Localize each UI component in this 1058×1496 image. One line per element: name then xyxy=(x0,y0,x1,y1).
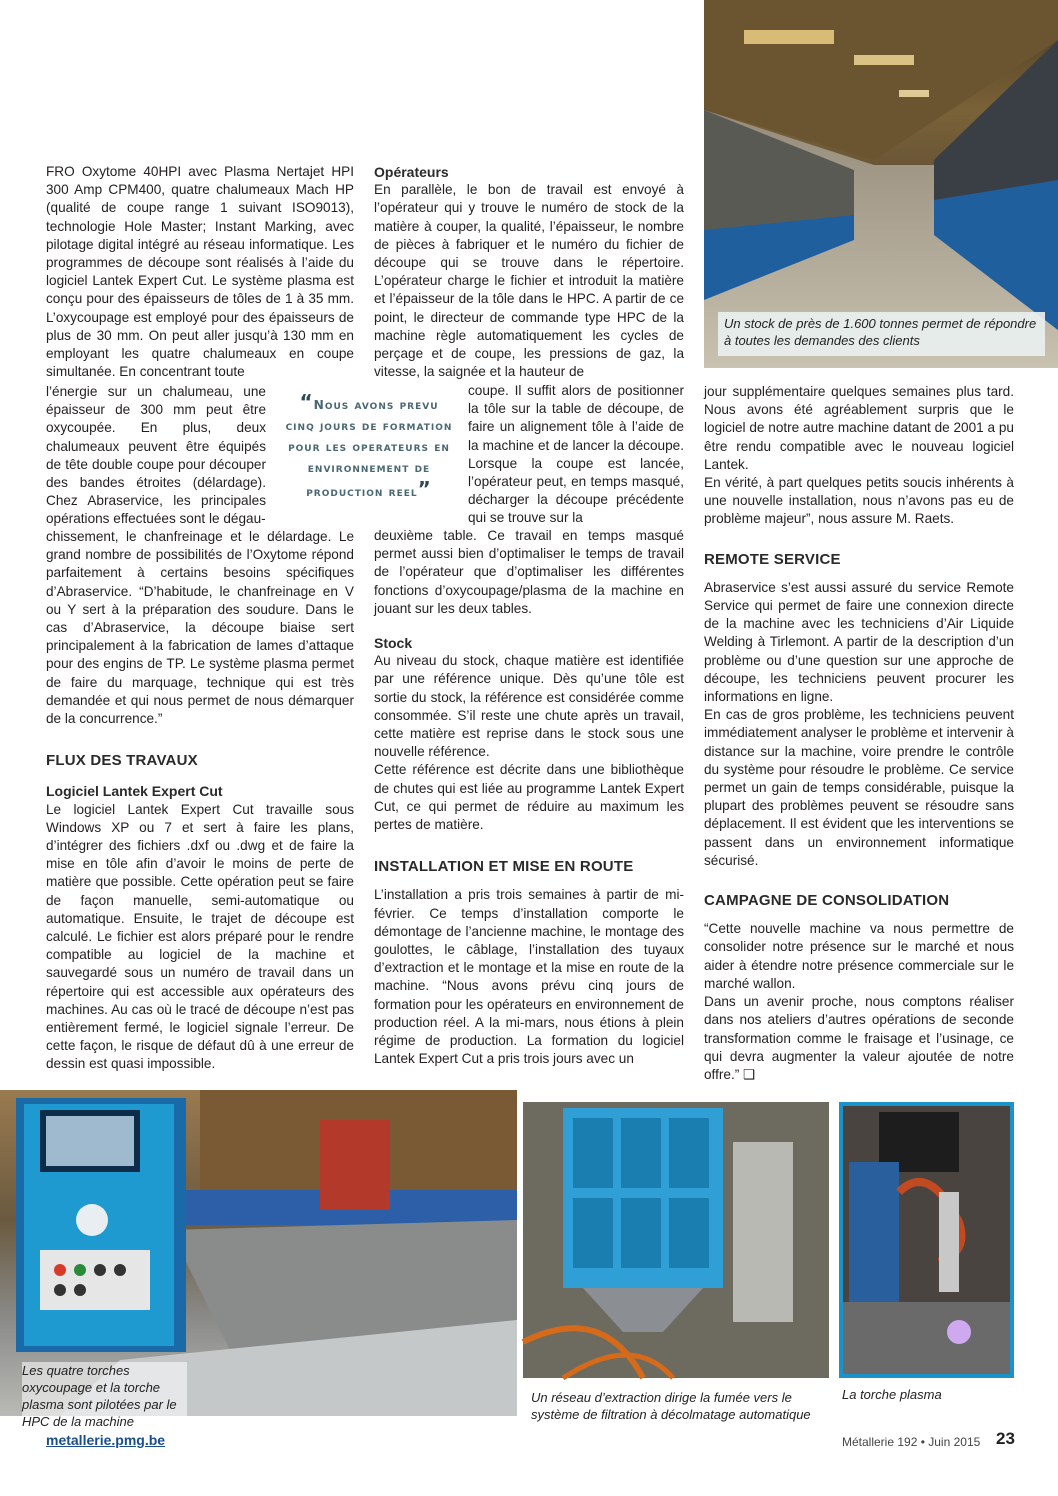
paragraph: L’installation a pris trois semaines à partir de mi-février. Ce temps d’installation comporte le démontage de l’ancienne machine, le montage des goulottes, le câblage, l’installation des tuyaux d’extraction et le montage et la mise en route de la machine. “Nous avons prévu cinq jours de formation pour les opérateurs en environnement de production réel. A la mi-mars, nous étions à plein régime de production. La formation du logiciel Lantek Expert Cut a pris trois jours avec un xyxy=(374,887,684,1067)
quote-open-mark: “ xyxy=(299,390,314,414)
heading-installation: INSTALLATION ET MISE EN ROUTE xyxy=(374,858,634,876)
caption-extraction: Un réseau d’extraction dirige la fumée vers le système de filtration à décolmatage automatique xyxy=(531,1390,811,1422)
extraction-illustration xyxy=(523,1102,829,1378)
quote-close-mark: ” xyxy=(417,477,432,501)
heading-campagne: CAMPAGNE DE CONSOLIDATION xyxy=(704,892,950,910)
subheading-operateurs: Opérateurs xyxy=(374,164,449,180)
paragraph: En parallèle, le bon de travail est envoyé à l’opérateur qui y trouve le numéro de stock de la matière à couper, la qualité, l’épaisseur, le nombre de pièces à fabriquer et le numéro du fichier de découpe qui se trouve dans le répertoire. L’opérateur charge le fichier et introduit la matière et l’épaisseur de la tôle dans le HPC. A partir de ce point, le directeur de commande type HPC de la machine règle automatiquement les cycles de perçage et de coupe, les pressions de gaz, la vitesse, la saignée et la hauteur de xyxy=(374,182,684,380)
plasma-photo xyxy=(839,1102,1014,1378)
footer-website[interactable]: metallerie.pmg.be xyxy=(46,1432,166,1448)
column-1-narrow xyxy=(46,383,266,529)
caption-torches: Les quatre torches oxycoupage et la torche plasma sont pilotées par le HPC de la machine xyxy=(22,1362,187,1430)
paragraph: Le logiciel Lantek Expert Cut travaille sous Windows XP ou 7 et sert à faire les plans, d’intégrer des fichiers .dxf ou .dwg et de faire la mise en tôle afin d’avoir le moins de perte de matière que possible. Cette opération peut se faire de façon manuelle, semi-automatique ou automatique. Ensuite, le trajet de découpe est calculé. Le fichier est alors préparé pour le rendre compatible au logiciel de la machine et sauvegardé sous un numéro de travail dans un répertoire qui est accessible aux opérateurs des machines. Au cas où le tracé de découpe n’est pas entièrement fermé, le logiciel signale l’erreur. De cette façon, le risque de défaut dû à une erreur de dessin est quasi impossible. xyxy=(46,801,354,1072)
pull-quote-text: Nous avons prevu cinq jours de formation pour les operateurs en environnement de production reel xyxy=(285,398,453,499)
extraction-photo xyxy=(523,1102,829,1378)
column-3 xyxy=(704,383,1014,1084)
caption-warehouse: Un stock de près de 1.600 tonnes permet de répondre à toutes les demandes des clients xyxy=(724,316,1037,348)
paragraph: l’énergie sur un chalumeau, une épaisseur de 300 mm peut être oxycoupée. En plus, deux chalumeaux peuvent être équipés de tête double coupe pour découper des bandes étroites (délardage). Chez Abraservice, les principales opérations effectuées sont le dégau- xyxy=(46,384,266,527)
subheading-stock: Stock xyxy=(374,635,413,652)
column-1-continued xyxy=(46,528,354,1074)
paragraph: chissement, le chanfreinage et le délardage. Le grand nombre de possibilités de l’Oxytome répond parfaitement à certains besoins spécifiques d’Abraservice. “D’habitude, le chanfreinage en V ou Y sert à la préparation des soudure. Dans le cas d’Abraservice, la découpe biaise sert principalement à la fabrication de lames d’attaque pour des engins de TP. Le système plasma permet de faire du marquage, technique qui est très demandée et qui nous permet de nous démarquer de la concurrence.” xyxy=(46,529,354,727)
paragraph: Au niveau du stock, chaque matière est identifiée par une référence unique. Dès qu’une tôle est sortie du stock, la référence est considérée comme consommée. S’il reste une chute après un travail, cette matière est reprise dans le stock sous une nouvelle référence. xyxy=(374,653,684,760)
paragraph xyxy=(704,993,1014,1084)
paragraph: jour supplémentaire quelques semaines plus tard. Nous avons été agréablement surpris que le logiciel de notre autre machine datant de 2001 a pu être rendu compatible avec le nouveau logiciel Lantek. xyxy=(704,384,1014,472)
plasma-illustration xyxy=(839,1102,1014,1378)
heading-flux: FLUX DES TRAVAUX xyxy=(46,752,198,770)
end-mark-icon: ❑ xyxy=(743,1066,756,1082)
footer-issue: Métallerie 192 • Juin 2015 xyxy=(842,1435,981,1449)
column-2-narrow xyxy=(468,382,684,528)
paragraph: deuxième table. Ce travail en temps masqué permet aussi bien d’optimaliser le temps de travail de l’opérateur que d’optimaliser les différentes fonctions d’oxycoupage/plasma de la machine en jouant sur les deux tables. xyxy=(374,528,684,616)
paragraph: En vérité, à part quelques petits soucis inhérents à une nouvelle installation, nous n’avons pas eu de problème majeur”, nous assure M. Raets. xyxy=(704,475,1014,527)
column-1 xyxy=(46,163,354,381)
caption-plasma: La torche plasma xyxy=(842,1387,942,1402)
warehouse-photo xyxy=(704,0,1058,368)
column-2-continued xyxy=(374,527,684,1068)
pull-quote xyxy=(284,392,454,503)
paragraph: Cette référence est décrite dans une bibliothèque de chutes qui est liée au programme Lantek Expert Cut, ce qui permet de réduire au maximum les pertes de matière. xyxy=(374,762,684,833)
paragraph: FRO Oxytome 40HPI avec Plasma Nertajet HPI 300 Amp CPM400, quatre chalumeaux Mach HP (qualité de coupe range 1 suivant ISO9013), technologie Hole Master; Instant Marking, avec pilotage digital intégré au réseau informatique. Les programmes de découpe sont réalisés à l’aide du logiciel Lantek Expert Cut. Le système plasma est conçu pour des épaisseurs de tôles de 1 à 35 mm. L’oxycoupage est employé pour des épaisseurs de plus de 30 mm. On peut aller jusqu’à 130 mm en employant les quatre chalumeaux en coupe simultanée. En concentrant toute xyxy=(46,164,354,380)
heading-remote-service: REMOTE SERVICE xyxy=(704,550,841,568)
paragraph: “Cette nouvelle machine va nous permettre de consolider notre présence sur le marché et nous aider à étendre notre présence commerciale sur le marché wallon. xyxy=(704,921,1014,991)
paragraph-text: Dans un avenir proche, nous comptons réaliser dans nos ateliers d’autres opérations de seconde transformation comme le fraisage et l’usinage, ce qui devra augmenter la valeur ajoutée de notre offre.” xyxy=(704,994,1014,1082)
column-2 xyxy=(374,163,684,381)
subheading-lantek: Logiciel Lantek Expert Cut xyxy=(46,783,223,800)
torches-photo xyxy=(0,1090,517,1429)
paragraph: coupe. Il suffit alors de positionner la tôle sur la table de découpe, de faire un alignement tôle à l’aide de la machine et de lancer la découpe. Lorsque la coupe est lancée, l’opérateur peut, en temps masqué, décharger la découpe précédente qui se trouve sur la xyxy=(468,383,684,526)
page-number: 23 xyxy=(996,1429,1015,1448)
paragraph: En cas de gros problème, les techniciens peuvent immédiatement analyser le problème et intervenir à distance sur la machine, voire prendre le contrôle du système pour résoudre le problème. Ce service permet un gain de temps considérable, puisque la plupart des problèmes peuvent se résoudre sans déplacement. Il est évident que les interventions se passent dans un environnement informatique sécurisé. xyxy=(704,707,1014,868)
paragraph: Abraservice s’est aussi assuré du service Remote Service qui permet de faire une connexion directe de la machine avec les techniciens d’Air Liquide Welding à Tirlemont. A partir de la description d’un problème ou d’une question sur une approche de découpe, les techniciens peuvent procurer les informations en ligne. xyxy=(704,579,1014,705)
